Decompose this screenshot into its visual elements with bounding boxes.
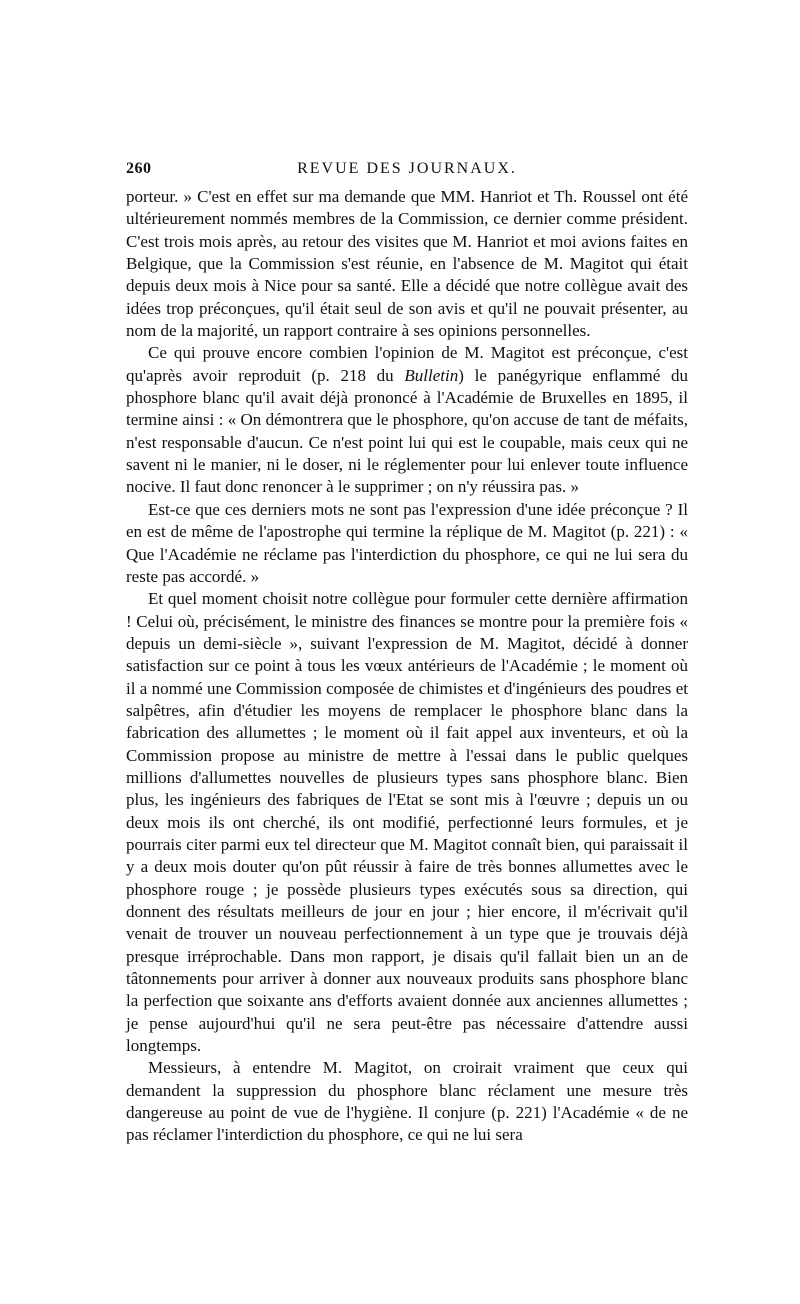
paragraph-2-text-b: ) le panégyrique enflammé du phosphore blanc qu'il avait déjà prononcé à l'Académie de Bruxelles en 1895, il termine ainsi : « On démontrera que le phosphore, qu'on accuse de tant de méfaits, n'est responsable d'aucun. Ce n'est point lui qui est le coupable, mais ceux qui ne savent ni le manier, ni le doser, ni le réglementer pour lui enlever toute influence nocive. Il faut donc renoncer à le supprimer ; on n'y réussira pas. » — [126, 365, 688, 497]
running-title: REVUE DES JOURNAUX. — [297, 160, 517, 177]
paragraph-2 — [126, 342, 688, 498]
paragraph-3: Est-ce que ces derniers mots ne sont pas l'expression d'une idée préconçue ? Il en est de même de l'apostrophe qui termine la réplique de M. Magitot (p. 221) : « Que l'Académie ne réclame pas l'interdiction du phosphore, ce qui ne lui sera du reste pas accordé. » — [126, 499, 688, 586]
paragraph-2-text-a: Ce qui prouve encore combien l'opinion de M. Magitot est préconçue, c'est qu'après avoir reproduit (p. 218 du — [126, 343, 688, 385]
paragraph-5: Messieurs, à entendre M. Magitot, on croirait vraiment que ceux qui demandent la suppression du phosphore blanc réclament une mesure très dangereuse au point de vue de l'hygiène. Il conjure (p. 221) l'Académie « de ne pas réclamer l'interdiction du phosphore, ce qui ne lui sera — [126, 1058, 688, 1145]
body-text — [126, 186, 688, 1147]
page-number: 260 — [126, 160, 152, 177]
paragraph-4: Et quel moment choisit notre collègue pour formuler cette dernière affirmation ! Celui où, précisément, le ministre des finances se montre pour la première fois « depuis un demi-siècle », suivant l'expression de M. Magitot, décidé à donner satisfaction sur ce point à tous les vœux antérieurs de l'Académie ; le moment où il a nommé une Commission composée de chimistes et d'ingénieurs des poudres et salpêtres, afin d'étudier les moyens de remplacer le phosphore blanc dans la fabrication des allumettes ; le moment où il fait appel aux inventeurs, et où la Commission propose au ministre de mettre à l'essai dans le public quelques millions d'allumettes nouvelles de plusieurs types sans phosphore blanc. Bien plus, les ingénieurs des fabriques de l'Etat se sont mis à l'œuvre ; depuis un ou deux mois ils ont cherché, ils ont modifié, perfectionné leurs formules, et je pourrais citer parmi eux tel directeur que M. Magitot connaît bien, qui paraissait il y a deux mois douter qu'on pût réussir à faire de très bonnes allumettes avec le phosphore rouge ; je possède plusieurs types exécutés sous sa direction, qui donnent des résultats meilleurs de jour en jour ; hier encore, il m'écrivait qu'il venait de trouver un nouveau perfectionnement à un type que je trouvais déjà presque irréprochable. Dans mon rapport, je disais qu'il fallait bien un an de tâtonnements pour arriver à donner aux nouveaux produits sans phosphore blanc la perfection que soixante ans d'efforts avaient donnée aux anciennes allumettes ; je pense aujourd'hui qu'il ne sera peut-être pas nécessaire d'attendre aussi longtemps. — [126, 589, 688, 1056]
page-header — [126, 160, 688, 182]
paragraph-1: porteur. » C'est en effet sur ma demande que MM. Hanriot et Th. Roussel ont été ultérieurement nommés membres de la Commission, ce dernier comme président. C'est trois mois après, au retour des visites que M. Hanriot et moi avions faites en Belgique, que la Commission s'est réunie, en l'absence de M. Magitot qui était depuis deux mois à Nice pour sa santé. Elle a décidé que notre collègue avait des idées trop préconçues, qu'il était seul de son avis et qu'il ne pouvait présenter, au nom de la majorité, un rapport contraire à ses opinions personnelles. — [126, 187, 688, 341]
bulletin-title: Bulletin — [404, 365, 459, 385]
